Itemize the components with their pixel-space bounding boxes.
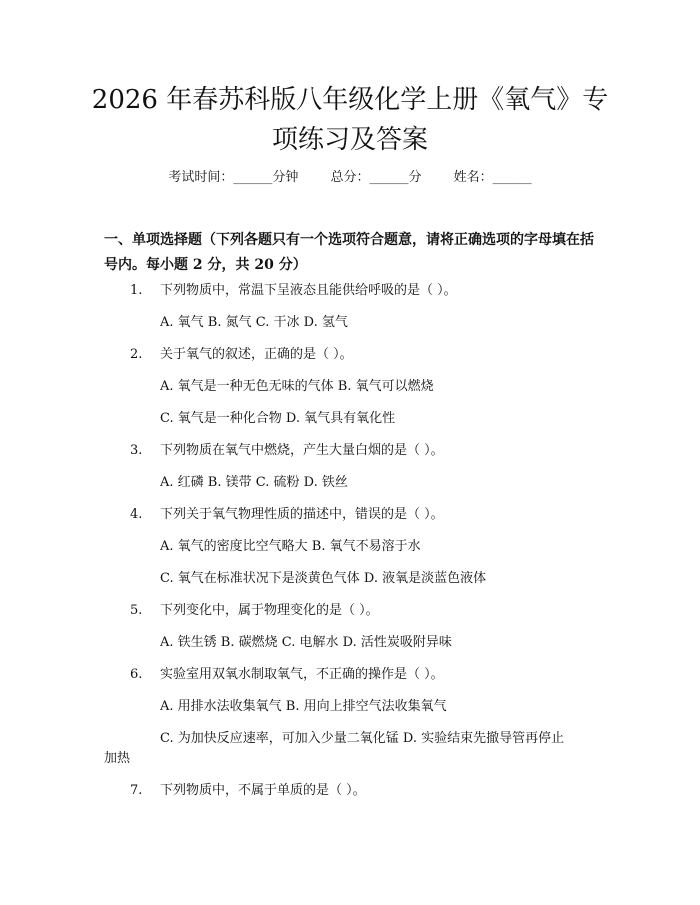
section-heading: [104, 228, 604, 278]
exam-info-bar: [0, 168, 700, 188]
question-text: 下列关于氧气物理性质的描述中，错误的是（ ）。: [160, 507, 444, 522]
question-text: 下列物质在氧气中燃烧，产生大量白烟的是（ ）。: [160, 443, 444, 458]
question-number: 6.: [130, 667, 143, 682]
question-number: 3.: [130, 443, 143, 458]
question-text: 下列变化中，属于物理变化的是（ ）。: [160, 603, 379, 618]
question-4-options-line-1: A. 氧气的密度比空气略大 B. 氧气不易溶于水: [160, 539, 421, 554]
question-number: 4.: [130, 507, 143, 522]
question-number: 5.: [130, 603, 143, 618]
question-text: 关于氧气的叙述，正确的是（ ）。: [160, 347, 353, 362]
question-2-options-line-2: C. 氧气是一种化合物 D. 氧气具有氧化性: [160, 411, 396, 426]
question-text: 下列物质中，常温下呈液态且能供给呼吸的是（ ）。: [160, 283, 457, 298]
exam-time-field: 考试时间：______分钟: [168, 170, 299, 185]
question-text: 实验室用双氧水制取氧气，不正确的操作是（ ）。: [160, 667, 444, 682]
question-6-options-continuation: 加热: [104, 751, 131, 766]
question-3-options: A. 红磷 B. 镁带 C. 硫粉 D. 铁丝: [160, 475, 348, 490]
title-line-1: 2026 年春苏科版八年级化学上册《氧气》专: [91, 85, 609, 115]
question-text: 下列物质中，不属于单质的是（ ）。: [160, 783, 366, 798]
question-6-options-line-2: C. 为加快反应速率，可加入少量二氧化锰 D. 实验结束先撤导管再停止: [160, 731, 565, 746]
question-number: 7.: [130, 783, 143, 798]
question-number: 2.: [130, 347, 143, 362]
question-4-options-line-2: C. 氧气在标准状况下是淡黄色气体 D. 液氧是淡蓝色液体: [160, 571, 487, 586]
total-score-field: 总分：______分: [330, 170, 422, 185]
question-number: 1.: [130, 283, 143, 298]
title-line-2: 项练习及答案: [271, 125, 428, 155]
question-1-options: A. 氧气 B. 氮气 C. 干冰 D. 氢气: [160, 315, 348, 330]
document-title: [60, 80, 640, 160]
student-name-field: 姓名：______: [453, 170, 532, 185]
section-heading-line-2: 号内。每小题 2 分，共 20 分）: [104, 257, 307, 273]
section-heading-line-1: 一、单项选择题（下列各题只有一个选项符合题意，请将正确选项的字母填在括: [104, 232, 594, 248]
question-6-options-line-1: A. 用排水法收集氧气 B. 用向上排空气法收集氧气: [160, 699, 447, 714]
question-5-options: A. 铁生锈 B. 碳燃烧 C. 电解水 D. 活性炭吸附异味: [160, 635, 452, 650]
question-2-options-line-1: A. 氧气是一种无色无味的气体 B. 氧气可以燃烧: [160, 379, 434, 394]
